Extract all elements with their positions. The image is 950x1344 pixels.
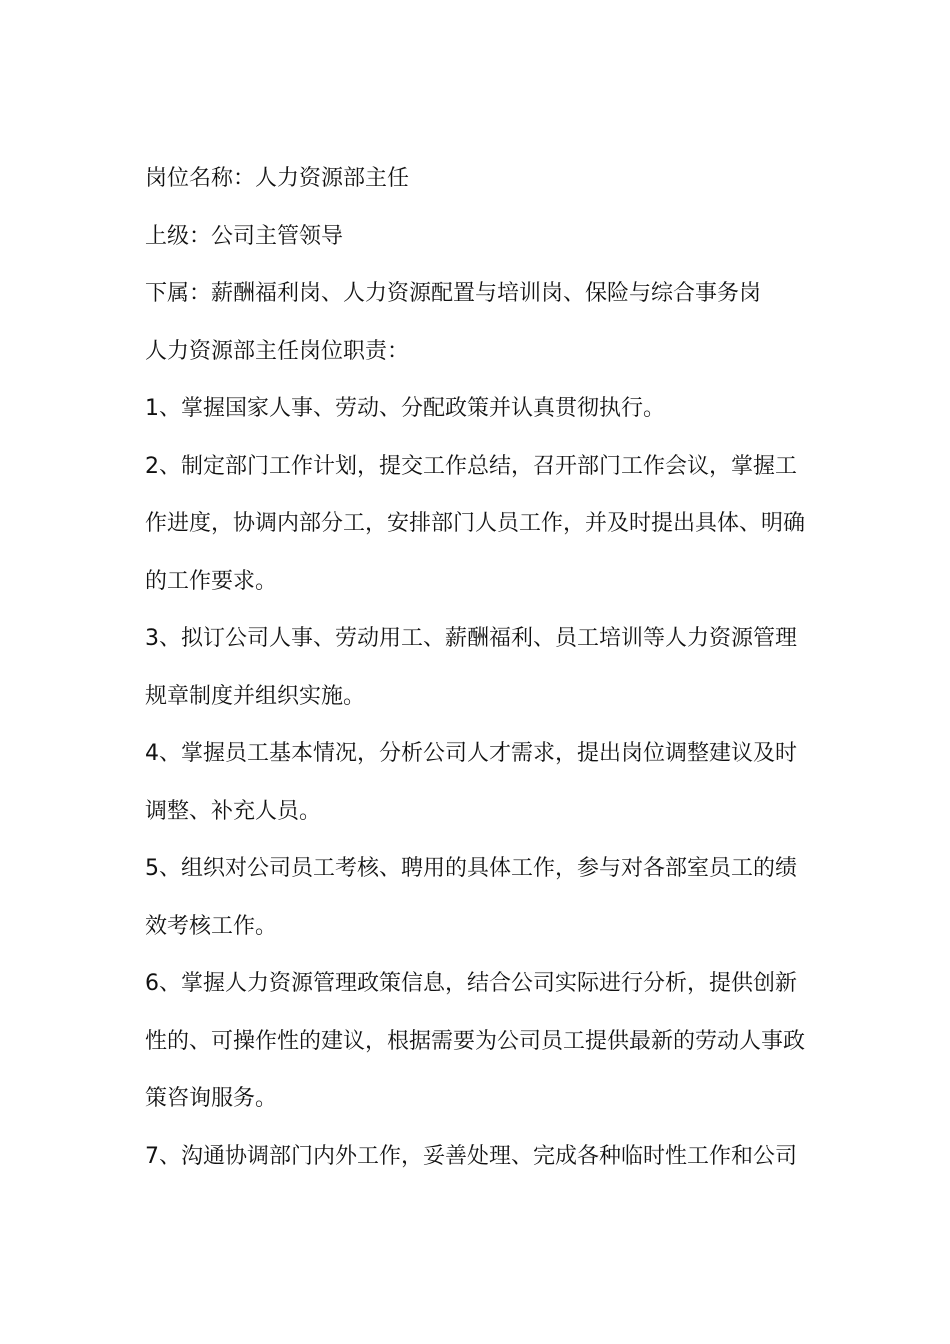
duty-item-7: 7、沟通协调部门内外工作，妥善处理、完成各种临时性工作和公司 [145, 1143, 797, 1169]
job-title-line: 岗位名称：人力资源部主任 [145, 166, 410, 191]
duty-item-6: 6、掌握人力资源管理政策信息，结合公司实际进行分析，提供创新 [145, 971, 797, 996]
duty-item-2-cont: 作进度，协调内部分工，安排部门人员工作，并及时提出具体、明确 [145, 511, 806, 536]
duty-item-3: 3、拟订公司人事、劳动用工、薪酬福利、员工培训等人力资源管理 [145, 626, 797, 651]
duty-item-2-cont: 的工作要求。 [145, 568, 278, 594]
duty-item-5-cont: 效考核工作。 [145, 913, 278, 939]
duty-item-4: 4、掌握员工基本情况，分析公司人才需求，提出岗位调整建议及时 [145, 741, 797, 766]
duty-item-3-cont: 规章制度并组织实施。 [145, 683, 366, 709]
duty-item-6-cont: 策咨询服务。 [145, 1086, 278, 1111]
subordinates-line: 下属：薪酬福利岗、人力资源配置与培训岗、保险与综合事务岗 [145, 281, 762, 306]
duty-item-1: 1、掌握国家人事、劳动、分配政策并认真贯彻执行。 [145, 396, 665, 421]
duty-item-2: 2、制定部门工作计划，提交工作总结，召开部门工作会议，掌握工 [145, 453, 797, 479]
duty-item-5: 5、组织对公司员工考核、聘用的具体工作，参与对各部室员工的绩 [145, 856, 797, 881]
duty-item-4-cont: 调整、补充人员。 [145, 798, 322, 824]
duties-heading: 人力资源部主任岗位职责： [145, 338, 410, 364]
document-body [145, 150, 825, 1185]
duty-item-6-cont: 性的、可操作性的建议，根据需要为公司员工提供最新的劳动人事政 [145, 1028, 806, 1054]
superior-line: 上级：公司主管领导 [145, 223, 344, 249]
